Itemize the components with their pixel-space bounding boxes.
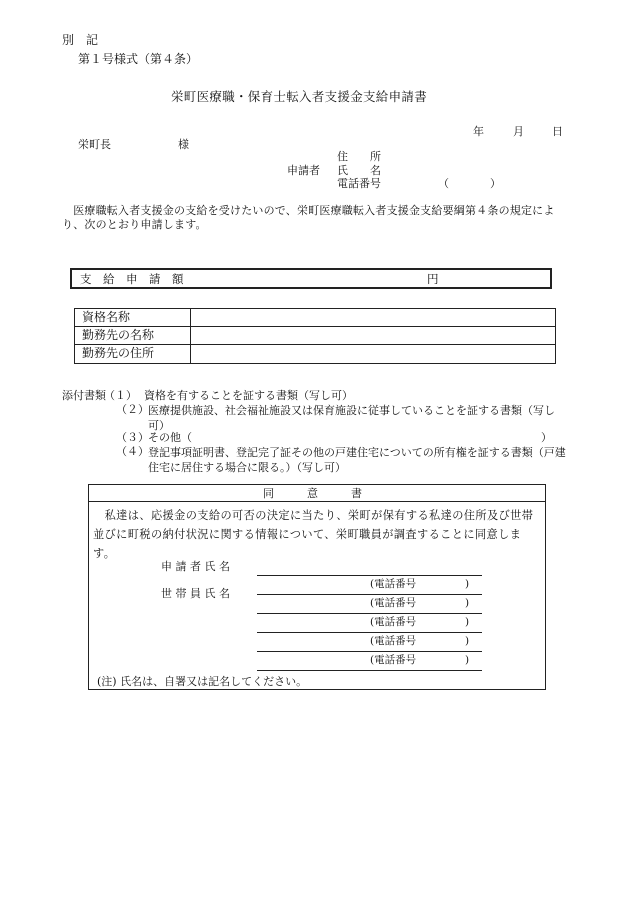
amount-label: 支 給 申 請 額 (80, 272, 184, 286)
table-row-label: 資格名称 (82, 310, 131, 324)
consent-phone-close: ) (465, 635, 470, 647)
date-year: 年 (473, 125, 484, 138)
amount-unit: 円 (427, 272, 439, 286)
annex-label: 別 記 (62, 33, 99, 47)
form-number: 第１号様式（第４条） (78, 52, 199, 66)
applicant-name-label: 氏 名 (337, 164, 381, 177)
intro-text: 医療職転入者支援金の支給を受けたいので、栄町医療職転入者支援金支給要綱第４条の規定により、次のとおり申請します。 (62, 204, 555, 231)
addressee-name: 栄町長 (78, 138, 111, 151)
amount-box (70, 268, 552, 289)
page-title: 栄町医療職・保育士転入者支援金支給申請書 (171, 89, 428, 104)
table-row-label: 勤務先の住所 (82, 346, 155, 360)
consent-note: (注) 氏名は、自署又は記名してください。 (97, 675, 308, 688)
applicant-phone-label: 電話番号 (337, 177, 381, 190)
consent-phone-close: ) (465, 654, 470, 666)
consent-phone-close: ) (465, 597, 470, 609)
qualification-table (74, 308, 556, 364)
consent-phone-close: ) (465, 578, 470, 590)
attachment-text: 資格を有することを証する書類（写し可） (144, 389, 353, 402)
consent-phone-label: (電話番号 (370, 654, 417, 666)
attachment-no: （１） (104, 389, 137, 402)
applicant-address-label: 住 所 (337, 150, 381, 163)
attachment-no: （４） (116, 445, 149, 458)
consent-title: 同 意 書 (263, 487, 362, 500)
consent-phone-label: (電話番号 (370, 635, 417, 647)
attachment-no: （３） (116, 431, 149, 444)
date-day: 日 (552, 125, 563, 138)
consent-phone-label: (電話番号 (370, 597, 417, 609)
consent-phone-close: ) (465, 616, 470, 628)
addressee-honorific: 様 (178, 138, 189, 151)
applicant-phone-parens: （ ） (438, 177, 503, 190)
attachments-label: 添付書類 (62, 389, 106, 402)
attachment-close: ） (541, 431, 552, 444)
consent-phone-label: (電話番号 (370, 578, 417, 590)
consent-household-label: 世 帯 員 氏 名 (161, 587, 230, 600)
attachment-no: （２） (116, 403, 149, 416)
attachment-text: その他（ (148, 431, 192, 444)
attachment-text: 医療提供施設、社会福祉施設又は保育施設に従事していることを証する書類（写し可） (148, 404, 555, 432)
table-row-label: 勤務先の名称 (82, 328, 155, 342)
applicant-label: 申請者 (287, 164, 320, 177)
date-month: 月 (513, 125, 524, 138)
consent-body: 私達は、応援金の支給の可否の決定に当たり、栄町が保有する私達の住所及び世帯並びに町税の納付状況に関する情報について、栄町職員が調査することに同意します。 (93, 509, 534, 560)
consent-applicant-label: 申 請 者 氏 名 (161, 560, 230, 573)
consent-box (88, 484, 546, 690)
attachment-text: 登記事項証明書、登記完了証その他の戸建住宅についての所有権を証する書類（戸建住宅に居住する場合に限る。）（写し可） (148, 446, 566, 474)
consent-phone-label: (電話番号 (370, 616, 417, 628)
